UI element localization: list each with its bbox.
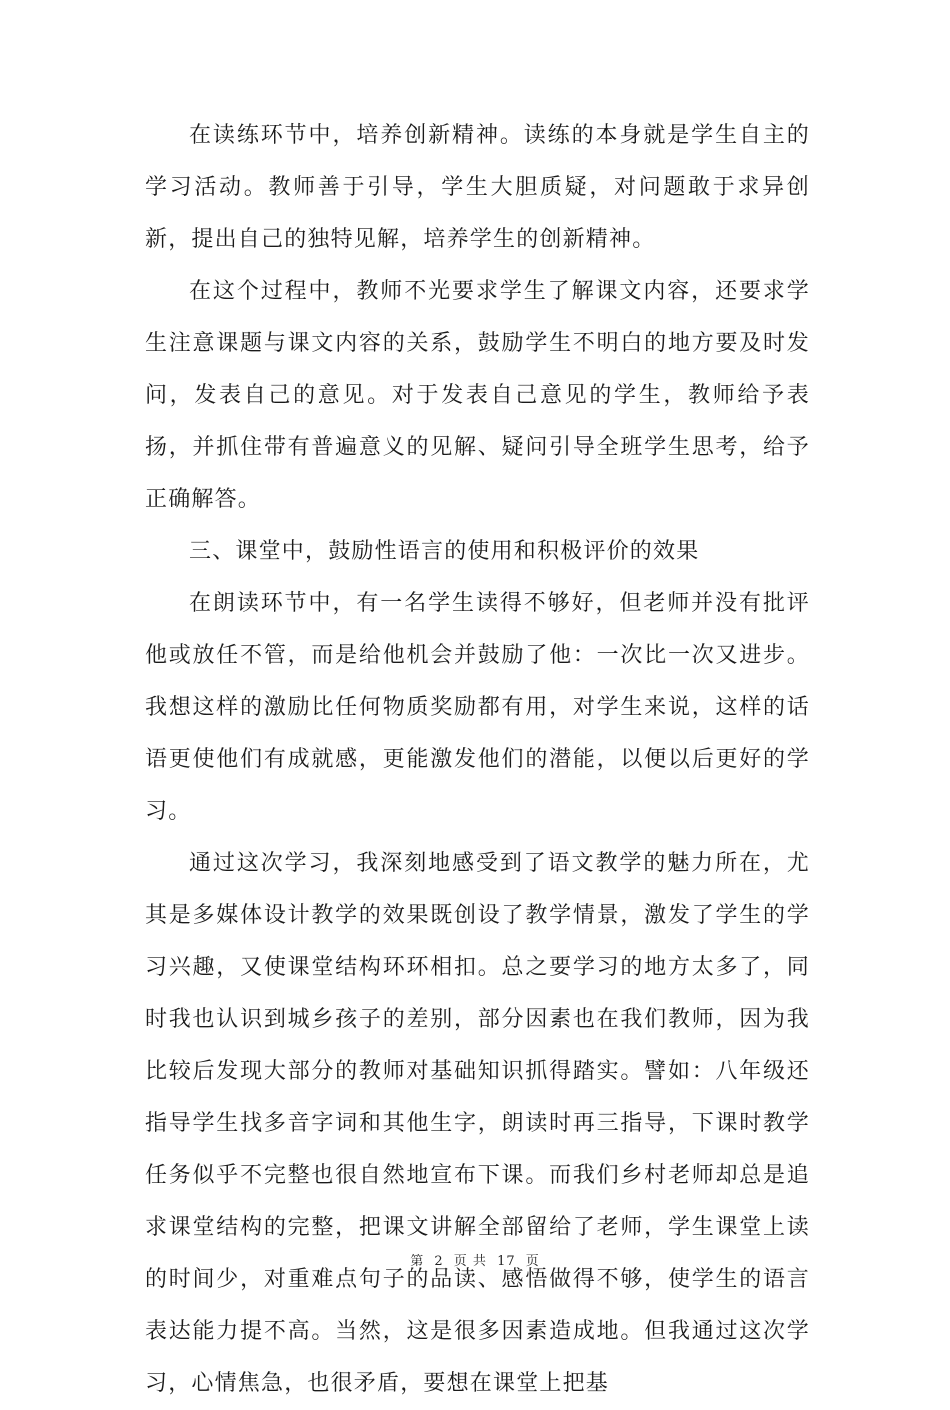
paragraph: 在朗读环节中，有一名学生读得不够好，但老师并没有批评他或放任不管，而是给他机会并鼓励了他：一次比一次又进步。我想这样的激励比任何物质奖励都有用，对学生来说，这样的话语更使他们有成就感，更能激发他们的潜能，以便以后更好的学习。	[145, 591, 810, 824]
page-footer	[0, 1250, 950, 1269]
footer-prefix: 第	[410, 1254, 425, 1269]
current-page-number: 2	[434, 1254, 444, 1269]
footer-middle: 页 共	[453, 1254, 487, 1269]
paragraph: 通过这次学习，我深刻地感受到了语文教学的魅力所在，尤其是多媒体设计教学的效果既创设了教学情景，激发了学生的学习兴趣，又使课堂结构环环相扣。总之要学习的地方太多了，同时我也认识到城乡孩子的差别，部分因素也在我们教师，因为我比较后发现大部分的教师对基础知识抓得踏实。譬如：八年级还指导学生找多音字词和其他生字，朗读时再三指导，下课时教学任务似乎不完整也很自然地宣布下课。而我们乡村老师却总是追求课堂结构的完整，把课文讲解全部留给了老师，学生课堂上读的时间少，对重难点句子的品读、感悟做得不够，使学生的语言表达能力提不高。当然，这是很多因素造成地。但我通过这次学习，心情焦急，也很矛盾，要想在课堂上把基	[145, 851, 810, 1396]
section-heading: 三、课堂中，鼓励性语言的使用和积极评价的效果	[189, 539, 700, 564]
paragraph: 在读练环节中，培养创新精神。读练的本身就是学生自主的学习活动。教师善于引导，学生大胆质疑，对问题敢于求异创新，提出自己的独特见解，培养学生的创新精神。	[145, 123, 810, 252]
footer-suffix: 页	[525, 1254, 540, 1269]
document-body	[145, 110, 810, 1410]
total-pages-number: 17	[497, 1254, 516, 1269]
paragraph: 在这个过程中，教师不光要求学生了解课文内容，还要求学生注意课题与课文内容的关系，鼓励学生不明白的地方要及时发问，发表自己的意见。对于发表自己意见的学生，教师给予表扬，并抓住带有普遍意义的见解、疑问引导全班学生思考，给予正确解答。	[145, 279, 810, 512]
